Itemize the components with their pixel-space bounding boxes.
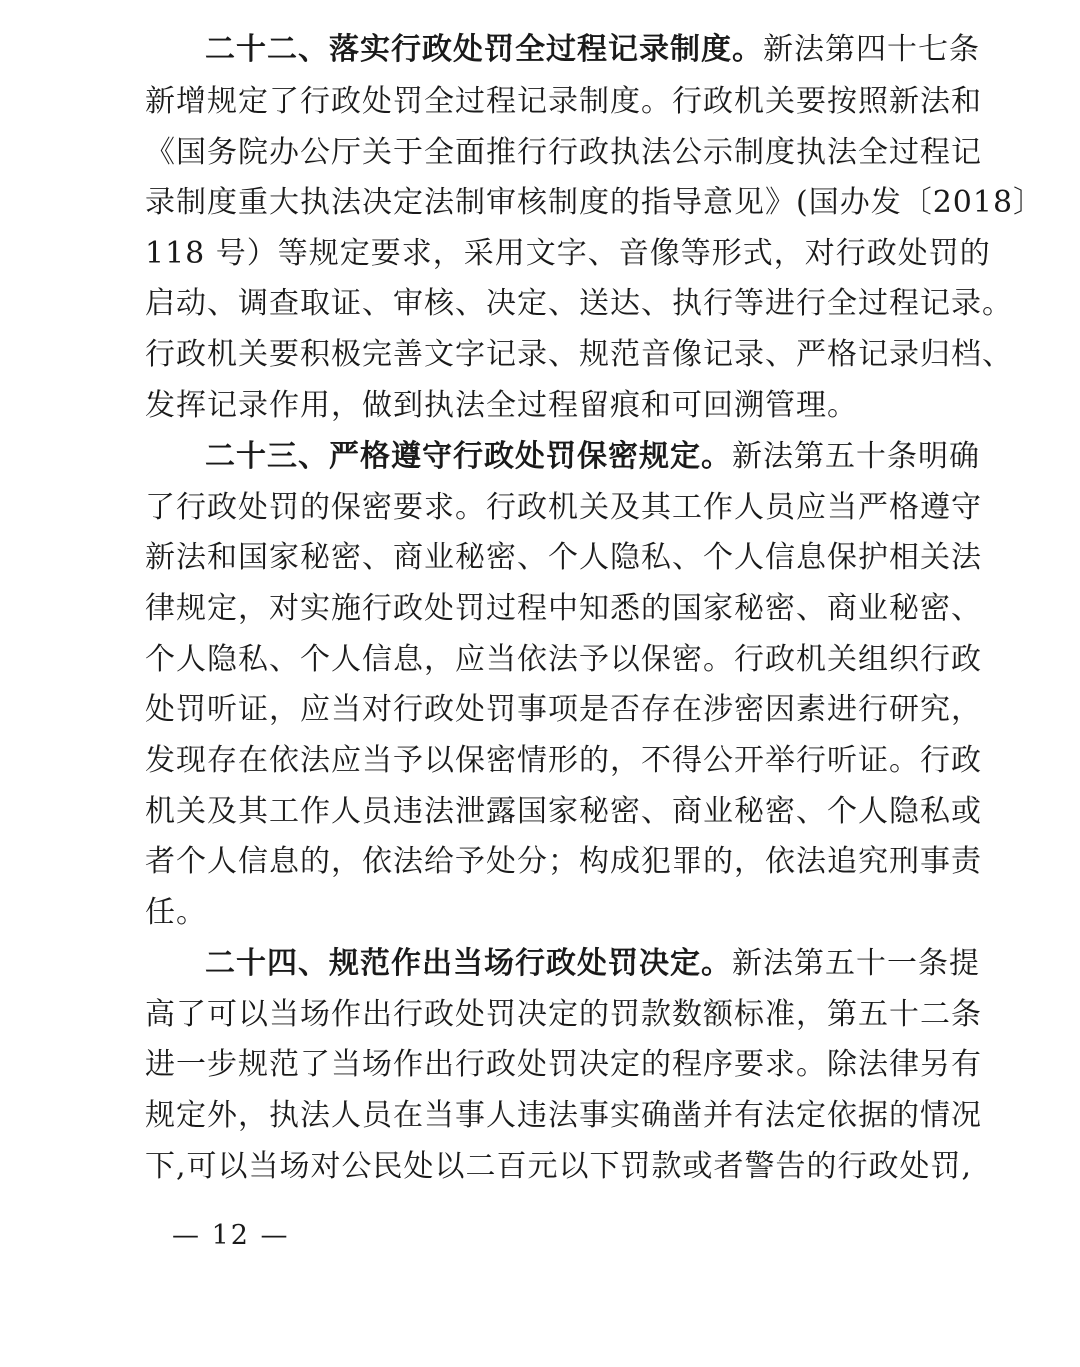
section-23-line: 机关及其工作人员违法泄露国家秘密、商业秘密、个人隐私或 [145,794,982,829]
section-23-line: 新法和国家秘密、商业秘密、个人隐私、个人信息保护相关法 [145,540,982,575]
section-24-line: 进一步规范了当场作出行政处罚决定的程序要求。除法律另有 [145,1047,982,1082]
section-23-heading: 二十三、严格遵守行政处罚保密规定。 [205,439,732,474]
section-22-heading: 二十二、落实行政处罚全过程记录制度。 [205,32,763,67]
section-24-first-line-rest: 新法第五十一条提 [732,946,980,981]
section-23-line: 律规定，对实施行政处罚过程中知悉的国家秘密、商业秘密、 [145,591,982,626]
section-23-line: 个人隐私、个人信息，应当依法予以保密。行政机关组织行政 [145,642,982,677]
section-22-line: 118 号）等规定要求，采用文字、音像等形式，对行政处罚的 [145,236,991,271]
section-24-first-line [205,944,980,984]
section-22-first-line-rest: 新法第四十七条 [763,32,980,67]
section-22-line: 录制度重大执法决定法制审核制度的指导意见》(国办发〔2018〕 [145,185,1045,220]
page-number: — 12 — [172,1220,290,1251]
section-22-line: 行政机关要积极完善文字记录、规范音像记录、严格记录归档、 [145,337,1013,372]
section-22-line: 启动、调查取证、审核、决定、送达、执行等进行全过程记录。 [145,286,1013,321]
section-22-line: 《国务院办公厅关于全面推行行政执法公示制度执法全过程记 [145,135,982,170]
section-24-line: 下,可以当场对公民处以二百元以下罚款或者警告的行政处罚, [145,1149,973,1184]
section-22-line: 发挥记录作用，做到执法全过程留痕和可回溯管理。 [145,388,858,423]
section-24-line: 规定外，执法人员在当事人违法事实确凿并有法定依据的情况 [145,1098,982,1133]
section-23-first-line-rest: 新法第五十条明确 [732,439,980,474]
section-24-line: 高了可以当场作出行政处罚决定的罚款数额标准，第五十二条 [145,997,982,1032]
section-23-first-line [205,437,980,477]
section-23-line: 处罚听证，应当对行政处罚事项是否存在涉密因素进行研究， [145,692,982,727]
section-22-line: 新增规定了行政处罚全过程记录制度。行政机关要按照新法和 [145,84,982,119]
section-24-heading: 二十四、规范作出当场行政处罚决定。 [205,946,732,981]
section-23-line: 者个人信息的，依法给予处分；构成犯罪的，依法追究刑事责 [145,844,982,879]
section-23-line: 任。 [145,895,207,930]
section-23-line: 了行政处罚的保密要求。行政机关及其工作人员应当严格遵守 [145,490,982,525]
section-22-first-line [205,30,980,70]
section-23-line: 发现存在依法应当予以保密情形的，不得公开举行听证。行政 [145,743,982,778]
